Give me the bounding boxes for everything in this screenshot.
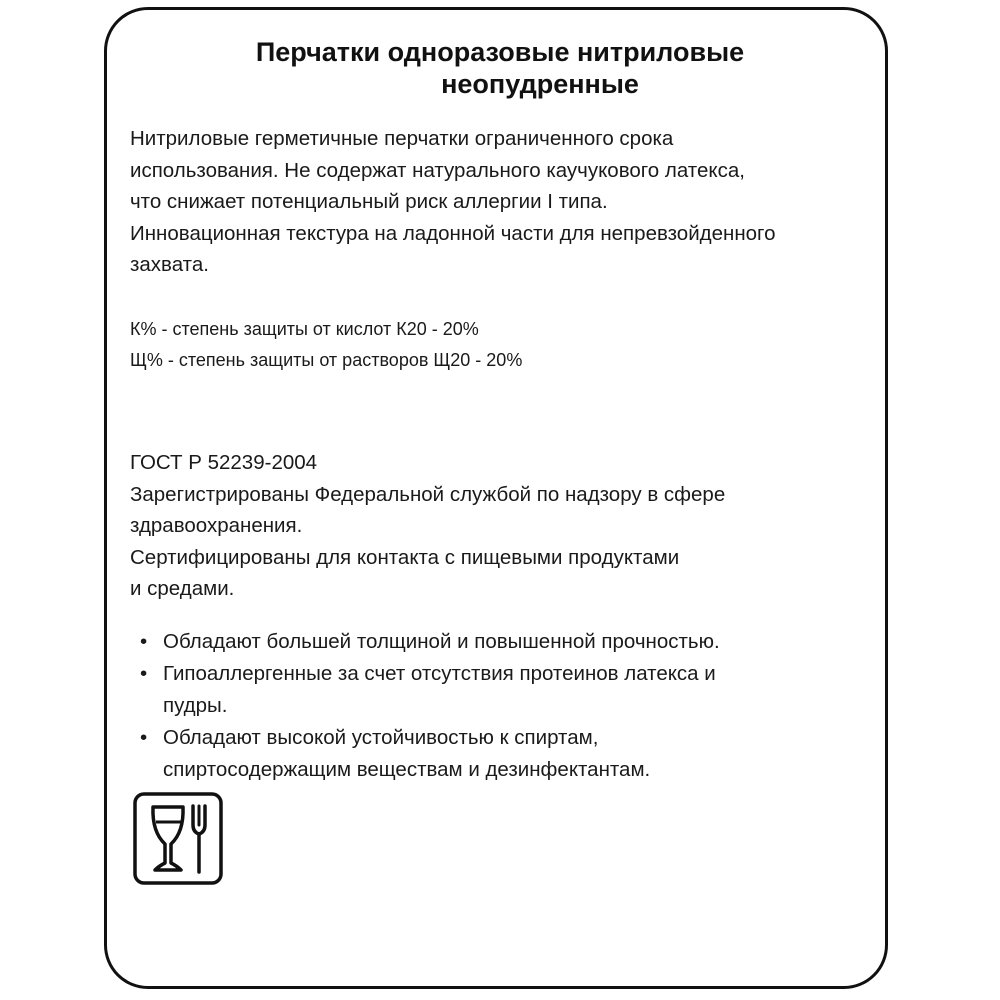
list-item-line: пудры. [163, 694, 228, 717]
alkali-protection: Щ% - степень защиты от растворов Щ20 - 20% [130, 350, 523, 370]
certification-line: Сертифицированы для контакта с пищевыми продуктами [130, 545, 680, 569]
features-list [140, 626, 860, 786]
acid-protection: К% - степень защиты от кислот К20 - 20% [130, 319, 479, 339]
gost-standard: ГОСТ Р 52239-2004 [130, 451, 318, 474]
bullet-icon: • [140, 726, 148, 749]
protection-levels [130, 314, 830, 376]
list-item [140, 722, 860, 786]
certification-line: и средами. [130, 577, 235, 600]
certification-line: здравоохранения. [130, 514, 303, 537]
list-item [140, 626, 860, 658]
bullet-icon: • [140, 662, 148, 685]
title-line-2: неопудренные [441, 69, 639, 99]
certification-block [130, 447, 870, 605]
list-item-line: Обладают большей толщиной и повышенной прочностью. [163, 630, 720, 653]
list-item-line: спиртосодержащим веществам и дезинфектантам. [163, 758, 651, 781]
bullet-icon: • [140, 630, 148, 653]
intro-line: захвата. [130, 253, 209, 276]
list-item-line: Гипоаллергенные за счет отсутствия протеинов латекса и [163, 662, 716, 685]
intro-line: Инновационная текстура на ладонной части для непревзойденного [130, 221, 776, 245]
page-title [108, 36, 892, 100]
list-item-line: Обладают высокой устойчивостью к спиртам, [163, 726, 599, 749]
certification-line: Зарегистрированы Федеральной службой по надзору в сфере [130, 482, 726, 506]
intro-line: что снижает потенциальный риск аллергии I типа. [130, 190, 608, 213]
intro-paragraph [130, 123, 890, 281]
list-item [140, 658, 860, 722]
title-line-1: Перчатки одноразовые нитриловые [255, 37, 745, 67]
glass-fork-icon [133, 792, 223, 885]
intro-line: Нитриловые герметичные перчатки ограниченного срока [130, 127, 674, 150]
intro-line: использования. Не содержат натурального каучукового латекса, [130, 158, 745, 182]
